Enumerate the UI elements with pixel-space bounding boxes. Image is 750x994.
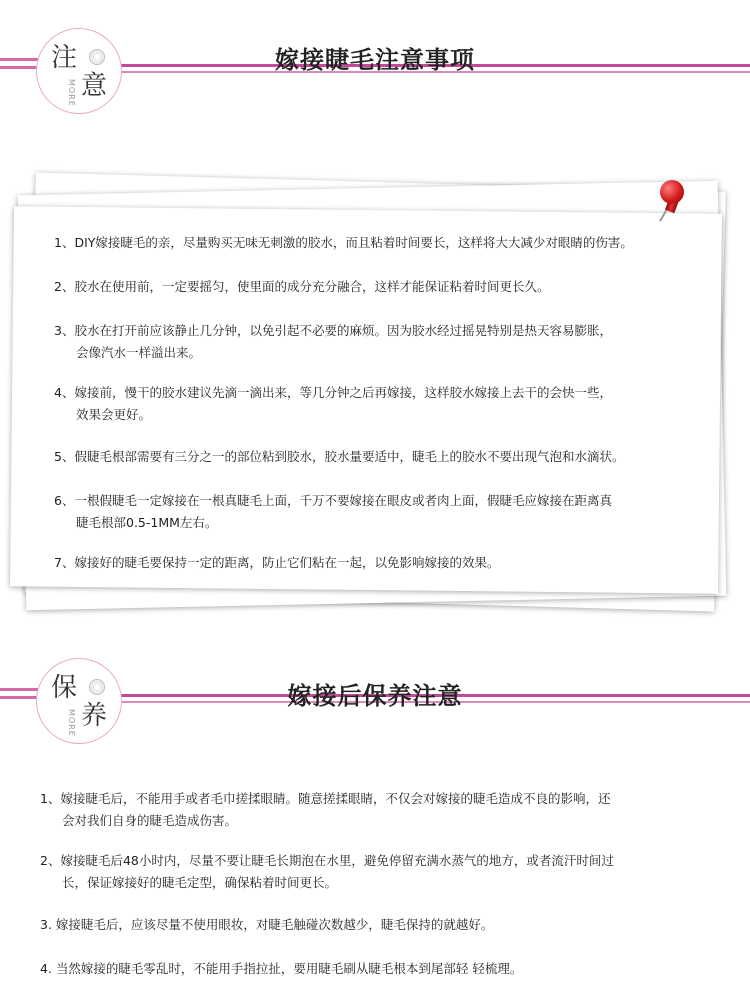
list-item: 6、一根假睫毛一定嫁接在一根真睫毛上面，千万不要嫁接在眼皮或者肉上面，假睫毛应嫁接在距离真 睫毛根部0.5-1MM左右。 [54, 493, 612, 530]
list-item: 7、嫁接好的睫毛要保持一定的距离，防止它们粘在一起，以免影响嫁接的效果。 [54, 555, 500, 570]
list-item: 2、胶水在使用前，一定要摇匀，使里面的成分充分融合，这样才能保证粘着时间更长久。 [54, 279, 550, 294]
list-item: 3. 嫁接睫毛后，应该尽量不使用眼妆，对睫毛触碰次数越少，睫毛保持的就越好。 [40, 917, 494, 932]
section-title: 嫁接睫毛注意事项 [275, 45, 475, 74]
badge-char: 注 [51, 43, 78, 73]
badge-more-text: MORE [67, 709, 76, 737]
badge-more-text: MORE [67, 79, 76, 107]
list-item: 2、嫁接睫毛后48小时内，尽量不要让睫毛长期泡在水里，避免停留充满水蒸气的地方，或者流汗时间过 长，保证嫁接好的睫毛定型，确保粘着时间更长。 [40, 853, 614, 890]
pushpin-icon [654, 178, 690, 224]
list-item: 4. 当然嫁接的睫毛零乱时，不能用手指拉扯，要用睫毛刷从睫毛根本到尾部轻 轻梳理。 [40, 961, 523, 976]
badge-char: 养 [81, 701, 108, 731]
list-item: 1、DIY嫁接睫毛的亲，尽量购买无味无刺激的胶水，而且粘着时间要长，这样将大大减少对眼睛的伤害。 [54, 235, 633, 250]
list-item: 3、胶水在打开前应该静止几分钟，以免引起不必要的麻烦。因为胶水经过摇晃特别是热天容易膨胀， 会像汽水一样溢出来。 [54, 323, 612, 360]
list-item: 1、嫁接睫毛后，不能用手或者毛巾搓揉眼睛。随意搓揉眼睛，不仅会对嫁接的睫毛造成不良的影响，还 会对我们自身的睫毛造成伤害。 [40, 791, 611, 828]
badge-char: 保 [51, 673, 78, 703]
badge-char: 意 [81, 71, 108, 101]
list-item: 5、假睫毛根部需要有三分之一的部位粘到胶水，胶水量要适中，睫毛上的胶水不要出现气泡和水滴状。 [54, 449, 625, 464]
list-item: 4、嫁接前，慢干的胶水建议先滴一滴出来，等几分钟之后再嫁接，这样胶水嫁接上去干的会快一些， 效果会更好。 [54, 385, 612, 422]
section-title: 嫁接后保养注意 [287, 681, 463, 710]
section-header-care [0, 648, 750, 738]
section-header-notes [0, 18, 750, 108]
